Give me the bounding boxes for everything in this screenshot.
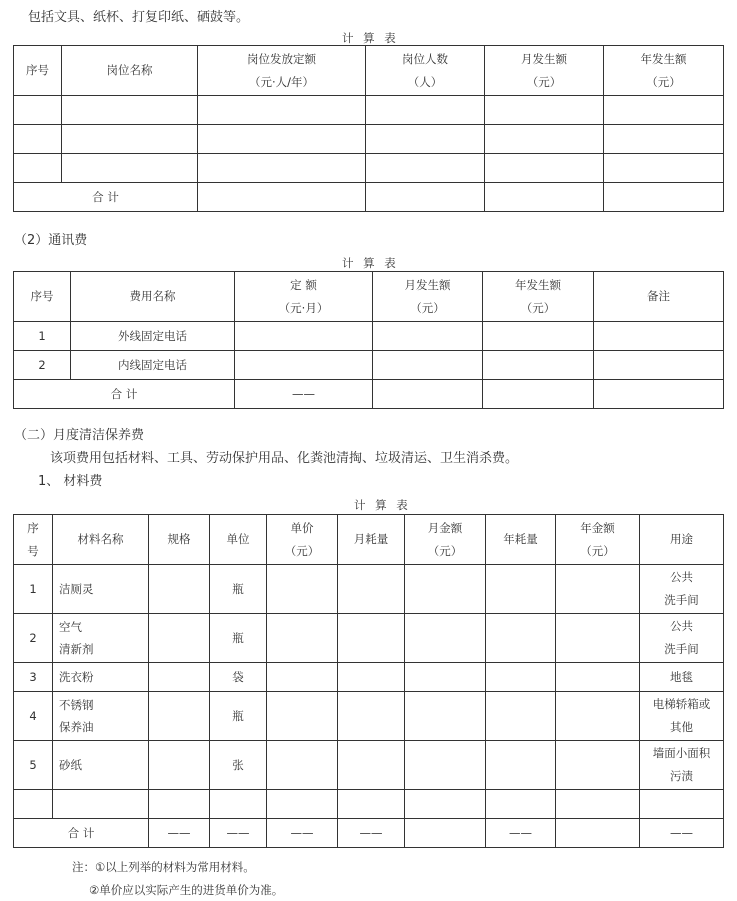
table3-header-monthly-amount: 月金额 （元）	[405, 515, 486, 565]
table3-header-yearly-amount: 年金额 （元）	[556, 515, 640, 565]
table3-header-material: 材料名称	[53, 515, 149, 565]
table-row	[14, 96, 724, 125]
table1-header-quota: 岗位发放定额 （元·人/年）	[198, 46, 366, 96]
table2-caption: 计 算 表	[342, 256, 399, 270]
table1-header-monthly: 月发生额 （元）	[485, 46, 604, 96]
table2-total-row	[14, 380, 724, 409]
table3-header-use: 用途	[640, 515, 724, 565]
table-row: 2 内线固定电话	[14, 351, 724, 380]
table1-header-yearly: 年发生额 （元）	[604, 46, 724, 96]
section-material-title: 1、 材料费	[38, 474, 103, 489]
table2-header-row	[14, 272, 724, 322]
table1-header-row	[14, 46, 724, 96]
table1-total-label: 合 计	[14, 183, 198, 212]
table2-total-label: 合 计	[14, 380, 235, 409]
table-row	[14, 154, 724, 183]
table3-header-price: 单价 （元）	[267, 515, 338, 565]
table2-total-dash: ——	[235, 380, 373, 409]
section-cleaning-desc: 该项费用包括材料、工具、劳动保护用品、化粪池清掏、垃圾清运、卫生消杀费。	[50, 451, 519, 466]
table3-total-row: 合 计 —— —— —— —— —— ——	[14, 819, 724, 848]
table-row	[14, 125, 724, 154]
table2-header-monthly: 月发生额 （元）	[373, 272, 483, 322]
table-row: 1 外线固定电话	[14, 322, 724, 351]
note-2: ②单价应以实际产生的进货单价为准。	[89, 883, 284, 897]
table-row: 5 砂纸 张 墙面小面积 污渍	[14, 741, 724, 790]
table3-header-spec: 规格	[149, 515, 210, 565]
note-1: 注：①以上列举的材料为常用材料。	[72, 860, 255, 874]
table2-header-quota: 定 额 （元·月）	[235, 272, 373, 322]
intro-text: 包括文具、纸杯、打复印纸、硒鼓等。	[28, 10, 250, 25]
section2-title: （2）通讯费	[14, 233, 88, 248]
table3-materials	[13, 514, 724, 848]
table2-header-remark: 备注	[594, 272, 724, 322]
table-row	[14, 790, 724, 819]
table2-header-fee-name: 费用名称	[71, 272, 235, 322]
table3-header-yearly-qty: 年耗量	[486, 515, 556, 565]
table1-header-no: 序号	[14, 46, 62, 96]
table3-header-no: 序 号	[14, 515, 53, 565]
table3-total-label: 合 计	[14, 819, 149, 848]
table2-header-no: 序号	[14, 272, 71, 322]
table-row: 4 不锈钢 保养油 瓶 电梯轿箱或 其他	[14, 692, 724, 741]
table2-header-yearly: 年发生额 （元）	[483, 272, 594, 322]
section-cleaning-title: （二）月度清洁保养费	[14, 428, 145, 443]
table3-header-row	[14, 515, 724, 565]
table1-caption: 计 算 表	[342, 31, 399, 45]
table-row: 1 洁厕灵 瓶 公共 洗手间	[14, 565, 724, 614]
table1-header-headcount: 岗位人数 （人）	[366, 46, 485, 96]
table3-header-monthly-qty: 月耗量	[338, 515, 405, 565]
table3-header-unit: 单位	[210, 515, 267, 565]
table-row: 3 洗衣粉 袋 地毯	[14, 663, 724, 692]
table-row: 2 空气 清新剂 瓶 公共 洗手间	[14, 614, 724, 663]
table1-post-supplies	[13, 45, 724, 212]
table1-header-post-name: 岗位名称	[62, 46, 198, 96]
table1-total-row	[14, 183, 724, 212]
table3-caption: 计 算 表	[354, 498, 411, 512]
table2-communication	[13, 271, 724, 409]
